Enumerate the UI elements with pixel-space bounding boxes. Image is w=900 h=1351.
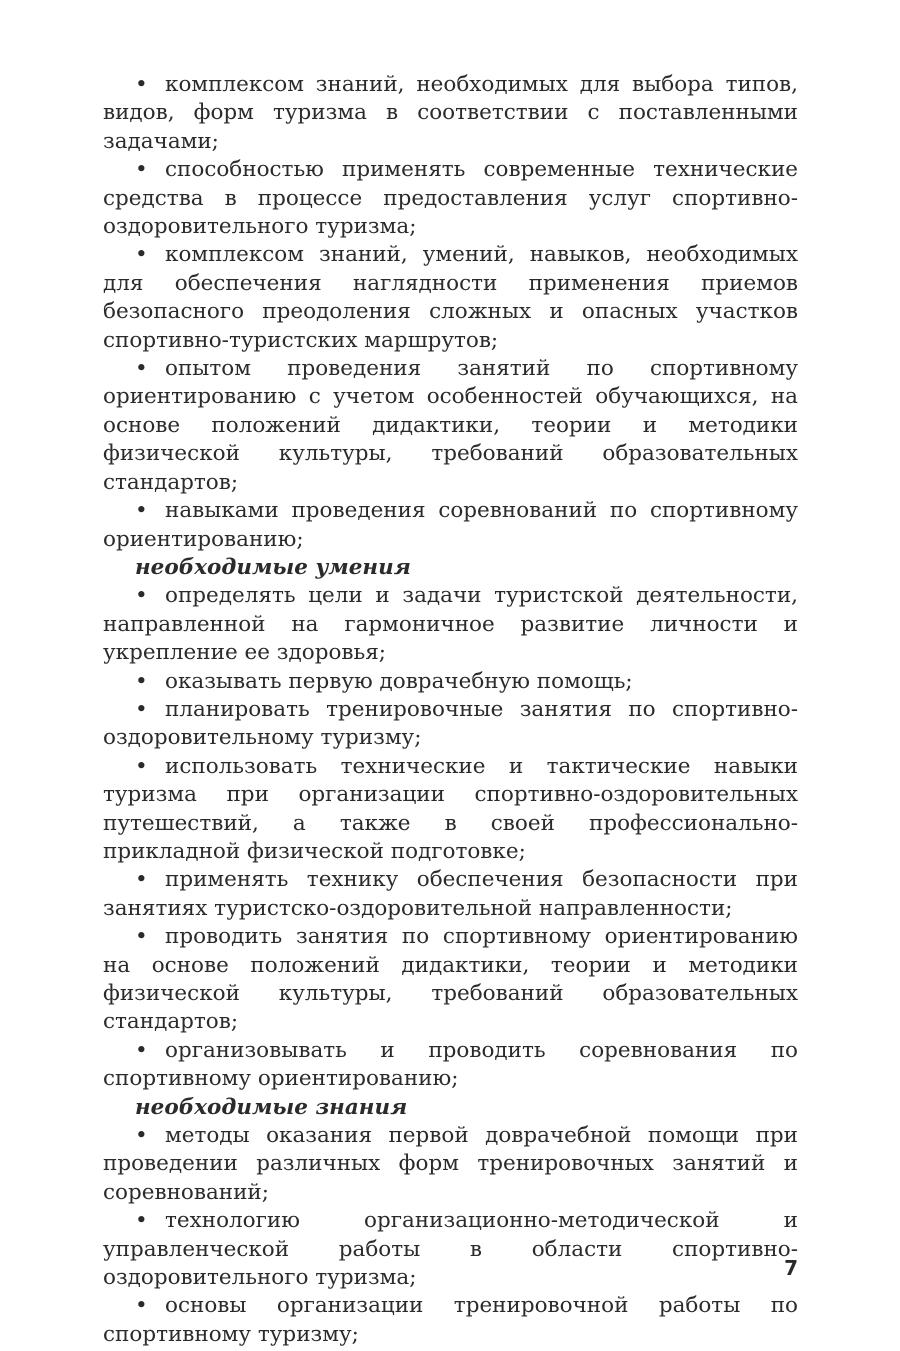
bullet-icon: •: [135, 1037, 148, 1063]
bullet-icon: •: [135, 1208, 148, 1234]
bullet-icon: •: [135, 242, 148, 268]
list-item-text: проводить занятия по спортивному ориентированию на основе положений дидактики, теории и методики физической культуры, требований образовательных стандартов;: [103, 924, 798, 1035]
list-item-text: комплексом знаний, необходимых для выбора типов, видов, форм туризма в соответствии с поставленными задачами;: [103, 72, 798, 154]
bullet-icon: •: [135, 867, 148, 893]
bullet-icon: •: [135, 498, 148, 524]
bullet-icon: •: [135, 356, 148, 382]
bullet-icon: •: [135, 924, 148, 950]
list-item-text: опытом проведения занятий по спортивному ориентированию с учетом особенностей обучающихся, на основе положений дидактики, теории и методики физической культуры, требований образовательных стандартов;: [103, 356, 798, 495]
list-item-text: планировать тренировочные занятия по спортивно-оздоровительному туризму;: [103, 696, 798, 751]
list-item-text: способностью применять современные технические средства в процессе предоставления услуг спортивно-оздоровительного туризма;: [103, 157, 798, 240]
list-item: [103, 156, 798, 241]
list-item: [103, 696, 798, 753]
list-item-text: использовать технические и тактические навыки туризма при организации спортивно-оздоровительных путешествий, а также в своей профессионально-прикладной физической подготовке;: [103, 753, 798, 864]
list-item: [103, 753, 798, 867]
list-item: [103, 668, 798, 696]
bullet-icon: •: [135, 696, 148, 722]
list-item: [103, 355, 798, 497]
list-item: [103, 1122, 798, 1207]
list-item: [103, 1292, 798, 1349]
list-item-text: оказывать первую доврачебную помощь;: [165, 668, 633, 694]
bullet-icon: •: [135, 1293, 148, 1319]
list-item: [103, 582, 798, 667]
list-item: [103, 71, 798, 156]
page-body: [103, 71, 798, 1349]
list-item-text: определять цели и задачи туристской деятельности, направленной на гармоничное развитие личности и укрепление ее здоровья;: [103, 583, 798, 666]
list-item: [103, 1207, 798, 1292]
bullet-icon: •: [135, 157, 148, 183]
bullet-icon: •: [135, 72, 148, 97]
list-item-text: методы оказания первой доврачебной помощи при проведении различных форм тренировочных занятий и соревнований;: [103, 1123, 798, 1205]
bullet-icon: •: [135, 753, 148, 779]
list-item-text: организовывать и проводить соревнования по спортивному ориентированию;: [103, 1037, 798, 1092]
list-item-text: навыками проведения соревнований по спортивному ориентированию;: [103, 498, 798, 552]
page-number: 7: [784, 1256, 798, 1280]
section-heading-knowledge: необходимые знания: [135, 1094, 408, 1120]
list-item: [103, 923, 798, 1037]
section-heading-skills: необходимые умения: [135, 554, 411, 580]
bullet-icon: •: [135, 1123, 148, 1149]
list-item-text: основы организации тренировочной работы по спортивному туризму;: [103, 1293, 798, 1347]
list-item: [103, 241, 798, 355]
bullet-icon: •: [135, 668, 148, 694]
list-item-text: технологию организационно-методической и управленческой работы в области спортивно-оздоровительного туризма;: [103, 1208, 798, 1291]
list-item-text: комплексом знаний, умений, навыков, необходимых для обеспечения наглядности применения приемов безопасного преодоления сложных и опасных участков спортивно-туристских маршрутов;: [103, 242, 798, 353]
bullet-icon: •: [135, 583, 148, 609]
list-item: [103, 497, 798, 554]
list-item: [103, 866, 798, 923]
list-item-text: применять технику обеспечения безопасности при занятиях туристско-оздоровительной направленности;: [103, 867, 798, 921]
list-item: [103, 1037, 798, 1094]
